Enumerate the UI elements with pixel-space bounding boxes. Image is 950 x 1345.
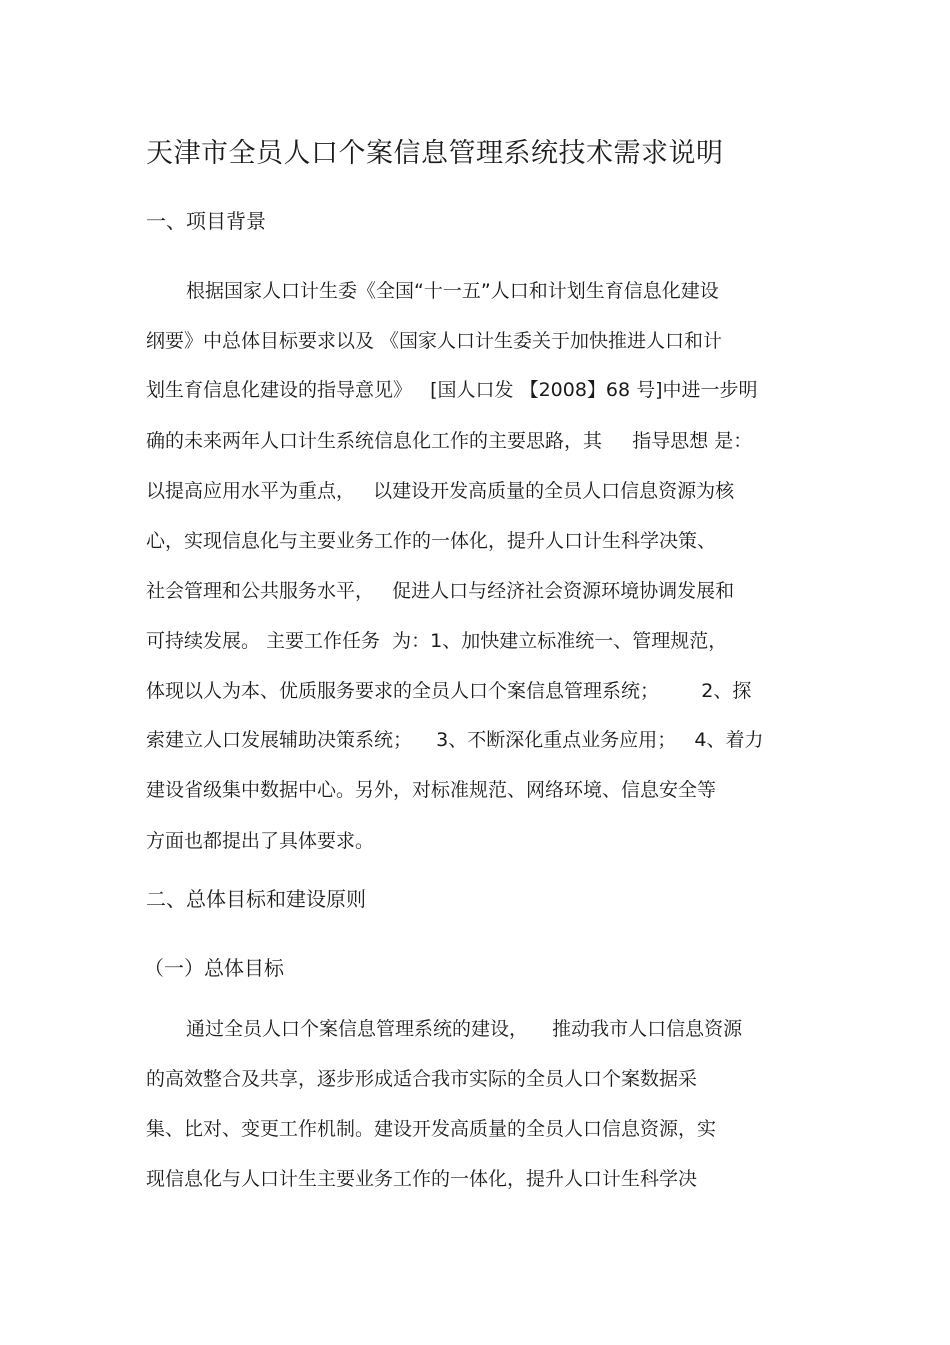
subsection-heading-overall-target: （一）总体目标 xyxy=(144,956,284,980)
paragraph-line: 索建立人口发展辅助决策系统； 3、不断深化重点业务应用； 4、着力 xyxy=(146,729,764,751)
section-heading-overall-goals: 二、总体目标和建设原则 xyxy=(146,887,366,911)
paragraph-line: 纲要》中总体目标要求以及 《国家人口计生委关于加快推进人口和计 xyxy=(146,330,723,352)
paragraph-line: 通过全员人口个案信息管理系统的建设， 推动我市人口信息资源 xyxy=(186,1018,743,1040)
paragraph-line: 心，实现信息化与主要业务工作的一体化，提升人口计生科学决策、 xyxy=(146,530,717,552)
paragraph-line: 划生育信息化建设的指导意见》 [国人口发 【2008】68 号]中进一步明 xyxy=(146,379,758,401)
paragraph-line: 确的未来两年人口计生系统信息化工作的主要思路，其 指导思想 是： xyxy=(146,430,753,452)
paragraph-line: 根据国家人口计生委《全国“十一五”人口和计划生育信息化建设 xyxy=(186,280,719,302)
section-heading-project-background: 一、项目背景 xyxy=(146,209,266,233)
paragraph-line: 体现以人为本、优质服务要求的全员人口个案信息管理系统； 2、探 xyxy=(146,680,752,702)
paragraph-line: 可持续发展。 主要工作任务 为：1、加快建立标准统一、管理规范， xyxy=(146,630,728,652)
paragraph-line: 集、比对、变更工作机制。建设开发高质量的全员人口信息资源，实 xyxy=(146,1118,717,1140)
paragraph-line: 社会管理和公共服务水平， 促进人口与经济社会资源环境协调发展和 xyxy=(146,580,735,602)
paragraph-line: 方面也都提出了具体要求。 xyxy=(146,830,375,852)
paragraph-line: 现信息化与人口计生主要业务工作的一体化，提升人口计生科学决 xyxy=(146,1168,698,1190)
paragraph-line: 建设省级集中数据中心。另外，对标准规范、网络环境、信息安全等 xyxy=(146,779,717,801)
paragraph-line: 的高效整合及共享，逐步形成适合我市实际的全员人口个案数据采 xyxy=(146,1068,698,1090)
document-title: 天津市全员人口个案信息管理系统技术需求说明 xyxy=(146,138,724,169)
paragraph-line: 以提高应用水平为重点， 以建设开发高质量的全员人口信息资源为核 xyxy=(146,480,735,502)
